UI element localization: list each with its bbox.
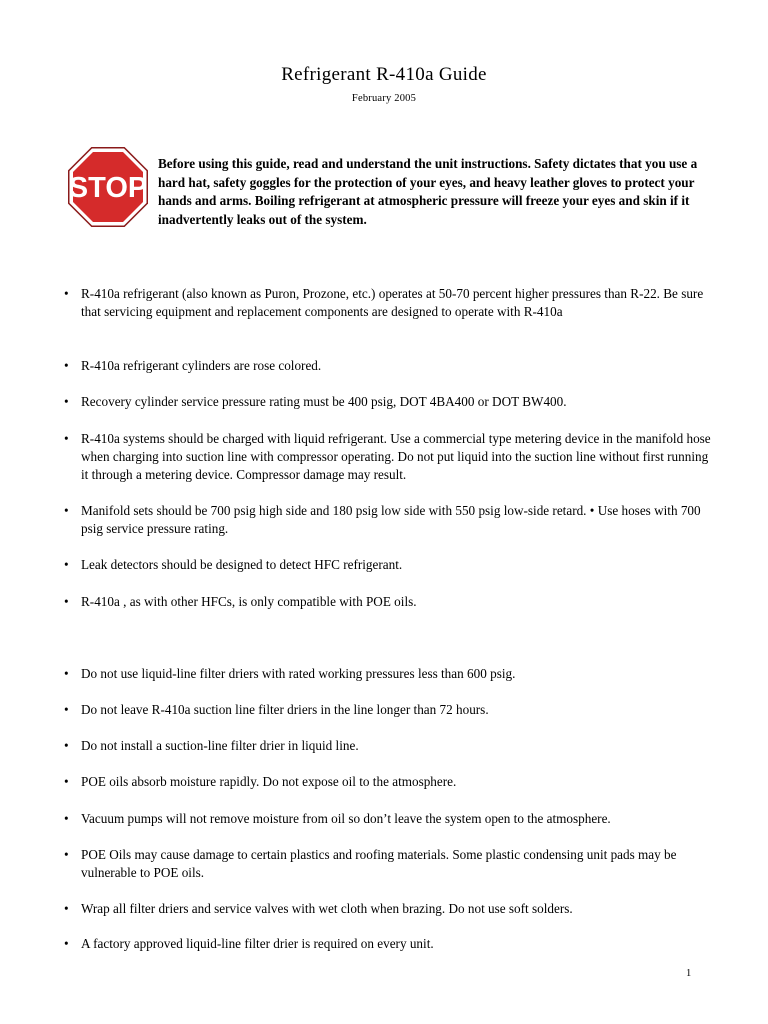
list-item: • Leak detectors should be designed to detect HFC refrigerant. xyxy=(64,557,403,572)
list-item: • R-410a systems should be charged with liquid refrigerant. Use a commercial type metering device in the manifold hose when charging into suction line with compressor operating. Do not put liquid into the suction line without first running it through a metering device. Compressor damage may result. xyxy=(64,431,711,483)
list-item: • R-410a , as with other HFCs, is only compatible with POE oils. xyxy=(64,594,417,609)
safety-warning: Before using this guide, read and understand the unit instructions. Safety dictates that you use a hard hat, safety goggles for the protection of your eyes, and heavy leather gloves to protect your hands and arms. Boiling refrigerant at atmospheric pressure will freeze your eyes and skin if it inadvertently leaks out of the system. xyxy=(158,156,698,227)
document-date: February 2005 xyxy=(351,93,417,104)
list-item: • Do not leave R-410a suction line filter driers in the line longer than 72 hours. xyxy=(64,702,489,717)
list-item: • Manifold sets should be 700 psig high side and 180 psig low side with 550 psig low-side retard. • Use hoses with 700 psig service pressure rating. xyxy=(64,503,701,537)
list-item: • POE oils absorb moisture rapidly. Do not expose oil to the atmosphere. xyxy=(64,774,457,789)
list-item: • POE Oils may cause damage to certain plastics and roofing materials. Some plastic condensing unit pads may be vulnerable to POE oils. xyxy=(64,847,677,881)
stop-sign-icon xyxy=(68,147,148,227)
list-item: • Do not install a suction-line filter drier in liquid line. xyxy=(64,738,359,753)
list-item: • Do not use liquid-line filter driers with rated working pressures less than 600 psig. xyxy=(64,666,516,681)
document-title: Refrigerant R-410a Guide xyxy=(281,64,487,85)
list-item: • Vacuum pumps will not remove moisture from oil so don’t leave the system open to the atmosphere. xyxy=(64,811,611,826)
list-item: • R-410a refrigerant (also known as Puron, Prozone, etc.) operates at 50-70 percent higher pressures than R-22. Be sure that servicing equipment and replacement components are designed to operate with R-410a xyxy=(64,286,704,320)
stop-sign-text: STOP xyxy=(68,172,148,204)
list-item: • Recovery cylinder service pressure rating must be 400 psig, DOT 4BA400 or DOT BW400. xyxy=(64,394,567,409)
page-number: 1 xyxy=(686,968,692,979)
list-item: • A factory approved liquid-line filter drier is required on every unit. xyxy=(64,936,434,951)
list-item: • Wrap all filter driers and service valves with wet cloth when brazing. Do not use soft solders. xyxy=(64,901,573,916)
list-item: • R-410a refrigerant cylinders are rose colored. xyxy=(64,358,322,373)
